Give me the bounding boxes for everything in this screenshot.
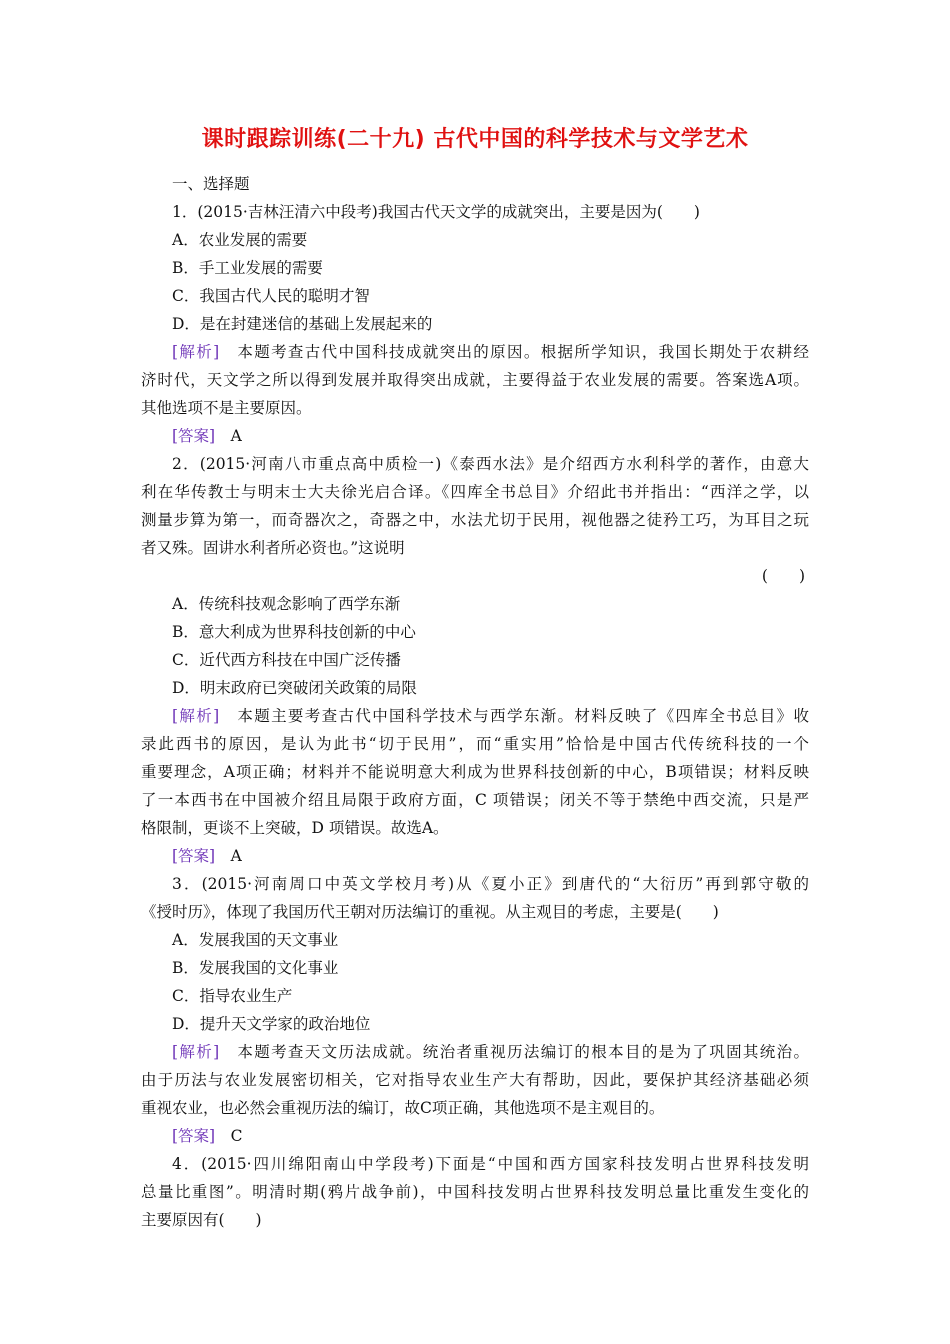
- question-3-option-d: D．提升天文学家的政治地位: [172, 1015, 371, 1033]
- question-2-bracket: ( ): [761, 567, 805, 585]
- answer-tag: [答案]: [172, 1127, 216, 1145]
- question-4-stem-line: 4．(2015·四川绵阳南山中学段考)下面是“中国和西方国家科技发明占世界科技发明: [172, 1155, 809, 1173]
- question-3-option-c: C．指导农业生产: [172, 987, 293, 1005]
- question-2-option-d: D．明末政府已突破闭关政策的局限: [172, 679, 417, 697]
- page-title: 课时跟踪训练(二十九) 古代中国的科学技术与文学艺术: [201, 127, 749, 152]
- question-2-stem-line: 测量步算为第一，而奇器次之，奇器之中，水法尤切于民用，视他器之徒矜工巧，为耳目之玩: [141, 511, 809, 529]
- answer-tag: [答案]: [172, 427, 216, 445]
- question-2-analysis-line: 重要理念，A项正确；材料并不能说明意大利成为世界科技创新的中心，B项错误；材料反映: [141, 763, 809, 781]
- question-2-option-c: C．近代西方科技在中国广泛传播: [172, 651, 401, 669]
- section-heading: 一、选择题: [172, 175, 250, 193]
- question-1-analysis-line: 济时代，天文学之所以得到发展并取得突出成就，主要得益于农业发展的需要。答案选A项。: [141, 371, 809, 389]
- question-1-option-a: A．农业发展的需要: [172, 231, 308, 249]
- question-2-stem-line: 利在华传教士与明末士大夫徐光启合译。《四库全书总目》介绍此书并指出：“西洋之学，以: [141, 483, 809, 501]
- answer-tag: [答案]: [172, 847, 216, 865]
- question-1-stem: 1．(2015·吉林汪清六中段考)我国古代天文学的成就突出，主要是因为( ): [172, 203, 700, 221]
- answer-value: A: [230, 847, 242, 865]
- question-3-analysis-line: 重视农业，也必然会重视历法的编订，故C项正确，其他选项不是主观目的。: [141, 1099, 665, 1117]
- question-2-option-a: A．传统科技观念影响了西学东渐: [172, 595, 401, 613]
- question-2-analysis-line: 录此西书的原因，是认为此书“切于民用”，而“重实用”恰恰是中国古代传统科技的一个: [141, 735, 809, 753]
- question-3-analysis-line: [解析] 本题考查天文历法成就。统治者重视历法编订的根本目的是为了巩固其统治。: [172, 1043, 809, 1061]
- question-2-analysis-line: 了一本西书在中国被介绍且局限于政府方面，C 项错误；闭关不等于禁绝中西交流，只是严: [141, 791, 809, 809]
- question-3-answer: [141, 1122, 809, 1150]
- question-1-analysis-line: [解析] 本题考查古代中国科技成就突出的原因。根据所学知识，我国长期处于农耕经: [172, 343, 809, 361]
- question-1-option-b: B．手工业发展的需要: [172, 259, 323, 277]
- question-3-option-b: B．发展我国的文化事业: [172, 959, 339, 977]
- question-2-analysis-line: 格限制，更谈不上突破，D 项错误。故选A。: [141, 819, 449, 837]
- analysis-tag: [解析]: [172, 707, 220, 725]
- exercise-content: [141, 170, 809, 1234]
- question-2-answer: [141, 842, 809, 870]
- question-3-stem-line: 3．(2015·河南周口中英文学校月考)从《夏小正》到唐代的“大衍历”再到郭守敬的: [172, 875, 809, 893]
- question-3-stem-line: 《授时历》，体现了我国历代王朝对历法编订的重视。从主观目的考虑，主要是( ): [141, 903, 719, 921]
- question-3-analysis-line: 由于历法与农业发展密切相关，它对指导农业生产大有帮助，因此，要保护其经济基础必须: [141, 1071, 809, 1089]
- question-1-answer: [141, 422, 809, 450]
- question-2-stem-line: 2．(2015·河南八市重点高中质检一)《泰西水法》是介绍西方水利科学的著作，由意大: [172, 455, 809, 473]
- question-2-analysis-line: [解析] 本题主要考查古代中国科学技术与西学东渐。材料反映了《四库全书总目》收: [172, 707, 809, 725]
- answer-value: C: [230, 1127, 243, 1145]
- question-1-option-d: D．是在封建迷信的基础上发展起来的: [172, 315, 433, 333]
- question-1-analysis-line: 其他选项不是主要原因。: [141, 399, 312, 417]
- question-4-stem-line: 总量比重图”。明清时期(鸦片战争前)，中国科技发明占世界科技发明总量比重发生变化的: [141, 1183, 809, 1201]
- analysis-tag: [解析]: [172, 1043, 220, 1061]
- question-2-option-b: B．意大利成为世界科技创新的中心: [172, 623, 416, 641]
- answer-value: A: [230, 427, 242, 445]
- question-1-option-c: C．我国古代人民的聪明才智: [172, 287, 370, 305]
- question-3-option-a: A．发展我国的天文事业: [172, 931, 339, 949]
- question-2-stem-line: 者又殊。固讲水利者所必资也。”这说明: [141, 539, 405, 557]
- question-4-stem-line: 主要原因有( ): [141, 1211, 262, 1229]
- analysis-tag: [解析]: [172, 343, 220, 361]
